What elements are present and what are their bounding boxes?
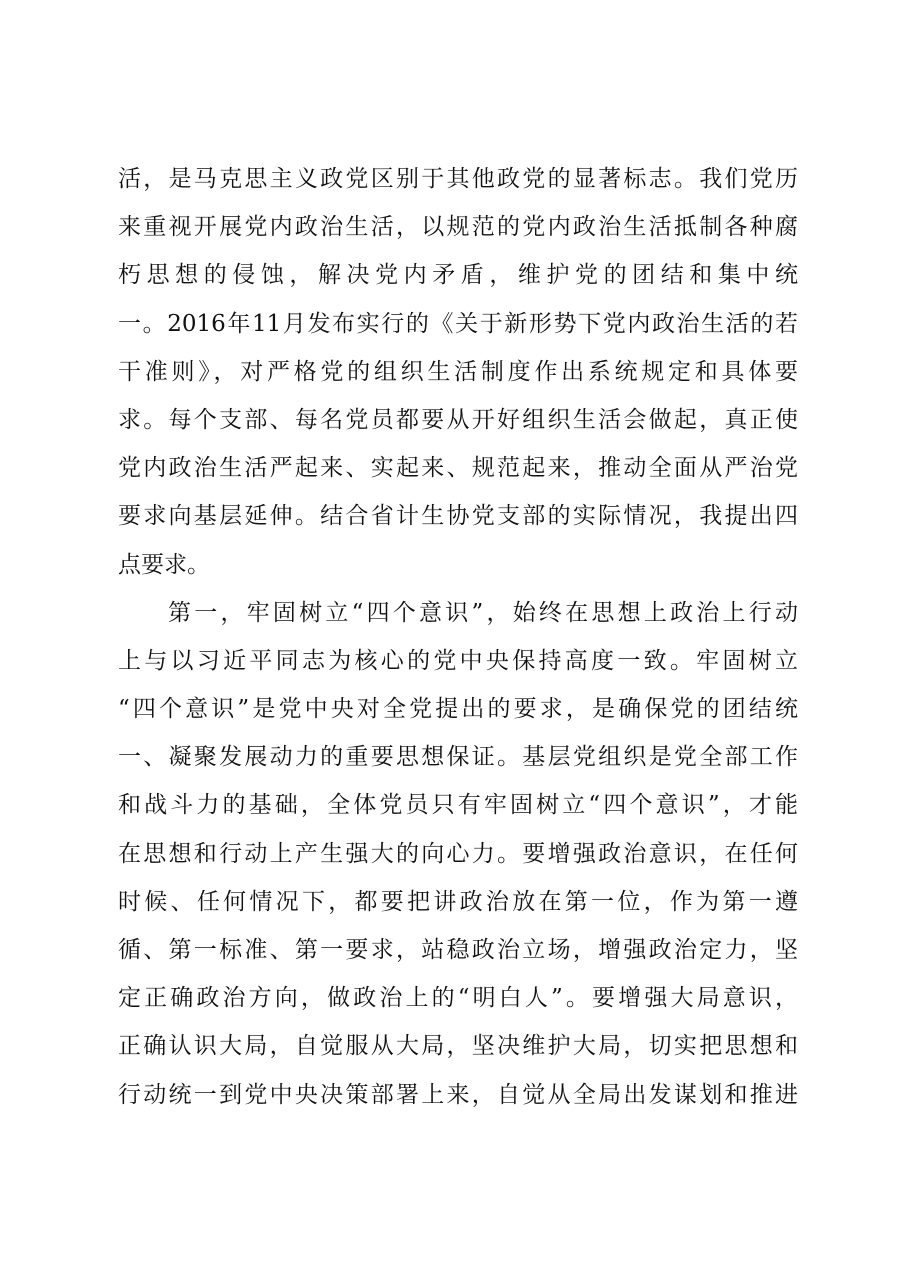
text-line: 一、凝聚发展动力的重要思想保证。基层党组织是党全部工作 [118,744,798,771]
text-line: 求。每个支部、每名党员都要从开好组织生活会做起，真正使 [118,406,798,433]
text-line: 党内政治生活严起来、实起来、规范起来，推动全面从严治党 [118,455,798,482]
text-line: 在思想和行动上产生强大的向心力。要增强政治意识，在任何 [118,840,798,867]
text-line: 正确认识大局，自觉服从大局，坚决维护大局，切实把思想和 [118,1033,798,1060]
text-line: “四个意识”是党中央对全党提出的要求，是确保党的团结统 [118,696,798,723]
text-line: 循、第一标准、第一要求，站稳政治立场，增强政治定力，坚 [118,937,798,963]
text-line: 定正确政治方向，做政治上的“明白人”。要增强大局意识， [118,985,798,1012]
paragraph-first-line: 第一，牢固树立“四个意识”，始终在思想上政治上行动 [168,599,798,626]
text-line: 要求向基层延伸。结合省计生协党支部的实际情况，我提出四 [118,503,798,530]
body-text [118,155,798,1119]
text-line: 活，是马克思主义政党区别于其他政党的显著标志。我们党历 [118,166,798,192]
text-line: 朽思想的侵蚀，解决党内矛盾，维护党的团结和集中统 [118,262,798,289]
text-line: 干准则》，对严格党的组织生活制度作出系统规定和具体要 [118,358,798,385]
text-line: 和战斗力的基础，全体党员只有牢固树立“四个意识”，才能 [118,792,798,819]
text-line: 一。2016年11月发布实行的《关于新形势下党内政治生活的若 [118,310,798,337]
text-line: 上与以习近平同志为核心的党中央保持高度一致。牢固树立 [118,647,798,674]
paragraph-end-line: 点要求。 [118,551,210,578]
text-line: 行动统一到党中央决策部署上来，自觉从全局出发谋划和推进 [118,1081,798,1108]
text-line: 来重视开展党内政治生活，以规范的党内政治生活抵制各种腐 [118,214,798,241]
text-line: 时候、任何情况下，都要把讲政治放在第一位，作为第一遵 [118,888,798,915]
